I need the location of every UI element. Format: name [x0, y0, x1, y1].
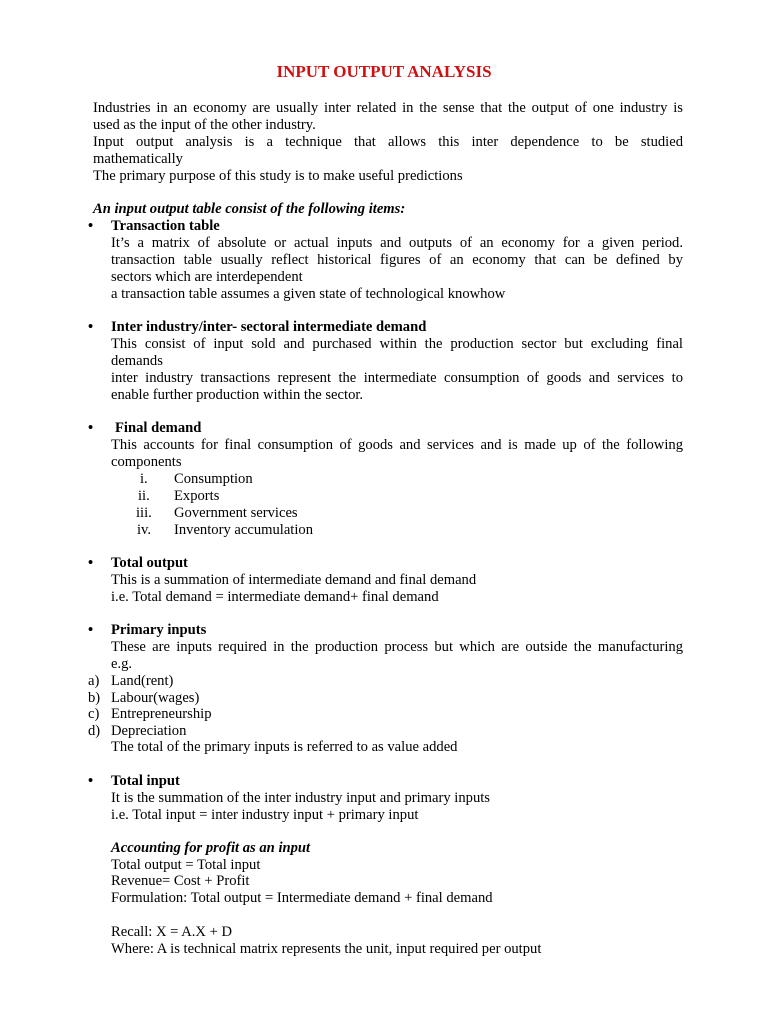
section-line: e.g. [111, 656, 133, 672]
list-item: Government services [174, 505, 298, 521]
bullet-icon: • [88, 319, 94, 335]
equation-line: Where: A is technical matrix represents the unit, input required per output [111, 941, 542, 957]
subsection-heading: Accounting for profit as an input [111, 840, 311, 856]
table-heading: An input output table consist of the following items: [93, 201, 406, 217]
section-line: enable further production within the sector. [111, 387, 364, 403]
list-letter: a) [88, 673, 100, 689]
bullet-icon: • [88, 555, 94, 571]
section-heading: Transaction table [111, 218, 220, 234]
roman-numeral: ii. [138, 488, 150, 504]
list-item: Land(rent) [111, 673, 174, 689]
list-item: Entrepreneurship [111, 706, 212, 722]
list-letter: b) [88, 690, 101, 706]
list-item: Depreciation [111, 723, 187, 739]
intro-line: Input output analysis is a technique that allows this inter dependence to be studied [93, 134, 683, 150]
section-line: demands [111, 353, 163, 369]
bullet-icon: • [88, 773, 94, 789]
list-item: Inventory accumulation [174, 522, 313, 538]
section-line: This is a summation of intermediate demand and final demand [111, 572, 477, 588]
intro-line: The primary purpose of this study is to make useful predictions [93, 168, 463, 184]
section-heading: Final demand [115, 420, 202, 436]
roman-numeral: i. [140, 471, 148, 487]
page-title: INPUT OUTPUT ANALYSIS [276, 62, 492, 81]
section-heading: Inter industry/inter- sectoral intermediate demand [111, 319, 427, 335]
intro-line: Industries in an economy are usually inter related in the sense that the output of one industry is [93, 100, 683, 116]
section-line: transaction table usually reflect historical figures of an economy that can be defined by [111, 252, 683, 268]
section-line: This consist of input sold and purchased within the production sector but excluding final [111, 336, 683, 352]
section-line: It’s a matrix of absolute or actual inputs and outputs of an economy for a given period. [111, 235, 683, 251]
list-item: Exports [174, 488, 220, 504]
roman-numeral: iii. [136, 505, 152, 521]
section-line: This accounts for final consumption of goods and services and is made up of the following [111, 437, 683, 453]
equation-line: Recall: X = A.X + D [111, 924, 233, 940]
section-line: inter industry transactions represent the intermediate consumption of goods and services to [111, 370, 683, 386]
bullet-icon: • [88, 218, 94, 234]
section-heading: Primary inputs [111, 622, 207, 638]
list-letter: c) [88, 706, 100, 722]
equation-line: Total output = Total input [111, 857, 261, 873]
section-line: These are inputs required in the production process but which are outside the manufacturing [111, 639, 683, 655]
list-item: Labour(wages) [111, 690, 200, 706]
section-line: a transaction table assumes a given state of technological knowhow [111, 286, 506, 302]
section-line: It is the summation of the inter industry input and primary inputs [111, 790, 490, 806]
section-line: sectors which are interdependent [111, 269, 303, 285]
section-heading: Total input [111, 773, 180, 789]
equation-line: Formulation: Total output = Intermediate demand + final demand [111, 890, 493, 906]
list-item: Consumption [174, 471, 253, 487]
list-letter: d) [88, 723, 101, 739]
section-line: The total of the primary inputs is referred to as value added [111, 739, 458, 755]
section-heading: Total output [111, 555, 188, 571]
roman-numeral: iv. [137, 522, 152, 538]
section-line: i.e. Total input = inter industry input + primary input [111, 807, 419, 823]
section-line: components [111, 454, 182, 470]
intro-line: used as the input of the other industry. [93, 117, 316, 133]
intro-line: mathematically [93, 151, 183, 167]
section-line: i.e. Total demand = intermediate demand+ final demand [111, 589, 439, 605]
bullet-icon: • [88, 622, 94, 638]
bullet-icon: • [88, 420, 94, 436]
equation-line: Revenue= Cost + Profit [111, 873, 250, 889]
